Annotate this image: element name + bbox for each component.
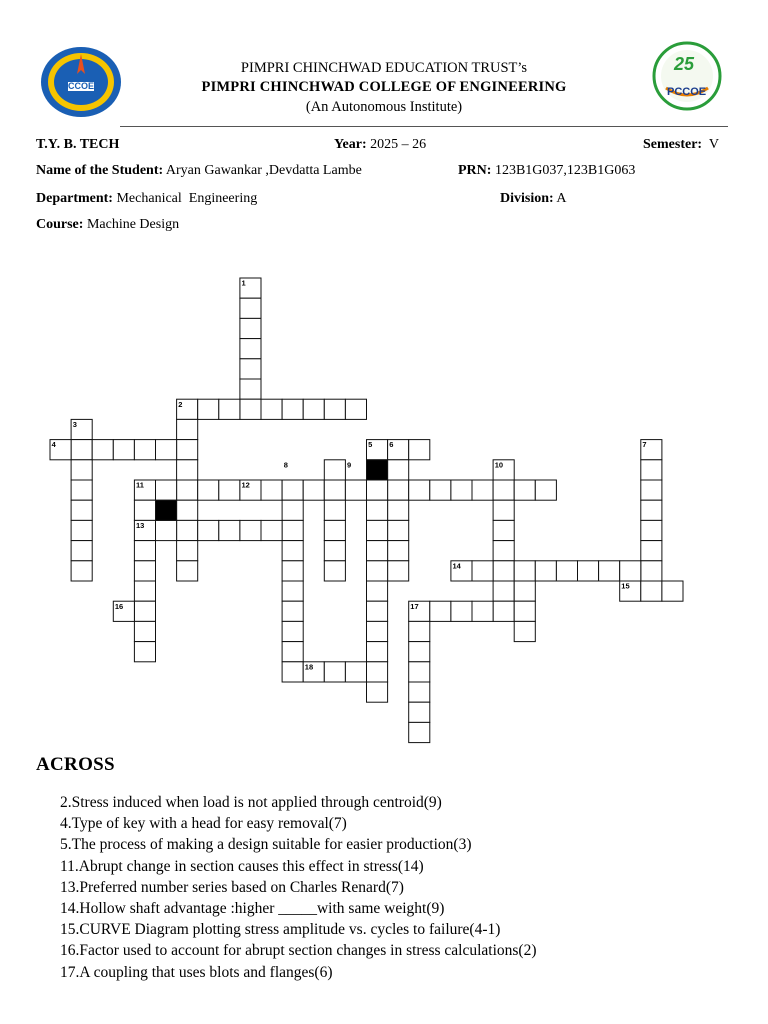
grid-cell[interactable] [177,541,198,561]
course: Course: Machine Design [36,217,180,232]
grid-cell[interactable] [578,561,599,581]
grid-cell[interactable] [409,702,430,722]
cell-number-16: 16 [114,601,124,611]
grid-cell[interactable] [261,480,282,500]
grid-cell[interactable] [367,662,388,682]
grid-cell[interactable] [599,561,620,581]
cell-number-3: 3 [72,420,77,429]
autonomous-label: (An Autonomous Institute) [305,99,463,115]
grid-cell[interactable] [134,581,155,601]
grid-cell[interactable] [388,520,409,540]
grid-cell[interactable] [535,480,556,500]
grid-cell[interactable] [388,561,409,581]
grid-cell[interactable] [409,621,430,641]
cell-number-13: 13 [136,521,145,530]
grid-cell[interactable] [367,682,388,702]
grid-cell[interactable] [134,440,155,460]
grid-cell[interactable] [514,581,535,601]
grid-cell[interactable] [409,722,430,742]
grid-cell[interactable] [324,480,345,500]
cell-number-14: 14 [452,561,461,571]
grid-cell[interactable] [71,541,92,561]
grid-cell[interactable] [71,460,92,480]
grid-cell[interactable] [177,460,198,480]
grid-cell[interactable] [451,480,472,500]
grid-cell[interactable] [493,500,514,520]
grid-cell[interactable] [514,561,535,581]
cell-number-11: 11 [136,480,144,490]
grid-cell[interactable] [493,601,514,621]
grid-cell[interactable] [282,581,303,601]
grid-cell[interactable] [324,561,345,581]
grid-cell[interactable] [409,682,430,702]
grid-cell[interactable] [324,541,345,561]
grid-cell[interactable] [177,440,198,460]
grid-cell[interactable] [641,520,662,540]
grid-cell[interactable] [177,561,198,581]
semester: Semester: V [643,137,719,152]
department: Department: Mechanical Engineering [36,191,258,206]
grid-cell[interactable] [367,520,388,540]
left-logo-text: PCCOE [62,81,95,91]
grid-cell[interactable] [472,601,493,621]
clue-15: 15.CURVE Diagram plotting stress amplitude vs. cycles to failure(4-1) [60,921,501,938]
cell-number-2: 2 [178,399,183,409]
grid-cell[interactable] [430,601,451,621]
grid-cell[interactable] [282,520,303,540]
grid-cell[interactable] [240,399,261,419]
grid-cell[interactable] [641,480,662,500]
grid-cell[interactable] [134,642,155,662]
across-heading: ACROSS [36,754,115,775]
grid-cell[interactable] [367,500,388,520]
grid-cell[interactable] [261,520,282,540]
grid-cell[interactable] [345,662,366,682]
grid-cell[interactable] [134,621,155,641]
clue-14: 14.Hollow shaft advantage :higher _____with same weight(9) [60,900,445,917]
grid-cell[interactable] [134,601,155,621]
grid-cell[interactable] [367,642,388,662]
grid-cell[interactable] [198,520,219,540]
grid-cell[interactable] [71,500,92,520]
grid-cell[interactable] [282,541,303,561]
grid-cell[interactable] [493,561,514,581]
grid-cell[interactable] [261,399,282,419]
grid-cell[interactable] [177,480,198,500]
clue-4: 4.Type of key with a head for easy removal(7) [60,815,347,832]
grid-cell[interactable] [451,601,472,621]
grid-cell[interactable] [113,440,134,460]
grid-cell[interactable] [240,339,261,359]
grid-cell[interactable] [324,520,345,540]
right-logo-number: 25 [674,54,695,74]
college-name: PIMPRI CHINCHWAD COLLEGE OF ENGINEERING [201,79,567,95]
prn: PRN: 123B1G037,123B1G063 [458,163,636,178]
grid-cell[interactable] [493,581,514,601]
grid-cell[interactable] [388,500,409,520]
grid-cell[interactable] [409,480,430,500]
grid-cell[interactable] [324,399,345,419]
grid-cell[interactable] [240,359,261,379]
grid-cell[interactable] [134,500,155,520]
grid-cell[interactable] [71,440,92,460]
grid-cell[interactable] [535,561,556,581]
grid-cell[interactable] [493,480,514,500]
cell-number-12: 12 [241,480,250,490]
grid-cell[interactable] [198,399,219,419]
grid-cell[interactable] [493,520,514,540]
grid-cell[interactable] [367,581,388,601]
grid-cell[interactable] [282,642,303,662]
grid-cell[interactable] [71,561,92,581]
grid-cell[interactable] [240,298,261,318]
clue-5: 5.The process of making a design suitable for easier production(3) [60,836,472,853]
cell-number-1: 1 [241,278,246,288]
grid-cell[interactable] [345,399,366,419]
grid-cell[interactable] [472,561,493,581]
grid-cell[interactable] [282,601,303,621]
grid-cell[interactable] [620,561,641,581]
grid-cell[interactable] [367,541,388,561]
program: T.Y. B. TECH [36,137,120,152]
grid-cell[interactable] [240,520,261,540]
grid-cell[interactable] [367,561,388,581]
division: Division: A [500,191,567,206]
grid-cell[interactable] [282,399,303,419]
cell-number-7: 7 [642,440,647,450]
grid-cell[interactable] [219,480,240,500]
grid-cell[interactable] [514,480,535,500]
grid-cell[interactable] [641,561,662,581]
grid-cell[interactable] [156,480,177,500]
grid-cell[interactable] [219,399,240,419]
grid-cell[interactable] [493,541,514,561]
grid-cell[interactable] [345,480,366,500]
grid-cell[interactable] [641,500,662,520]
clue-2: 2.Stress induced when load is not applied through centroid(9) [60,794,442,811]
grid-cell[interactable] [388,541,409,561]
right-logo-text: PCCOE [667,86,707,98]
grid-cell[interactable] [134,541,155,561]
grid-cell[interactable] [409,440,430,460]
clue-13: 13.Preferred number series based on Charles Renard(7) [60,879,404,896]
grid-cell[interactable] [367,601,388,621]
grid-cell[interactable] [409,642,430,662]
grid-cell[interactable] [641,541,662,561]
grid-cell[interactable] [641,581,662,601]
grid-cell[interactable] [282,621,303,641]
grid-cell[interactable] [282,561,303,581]
grid-cell[interactable] [177,500,198,520]
grid-cell[interactable] [134,561,155,581]
grid-cell[interactable] [430,480,451,500]
grid-cell[interactable] [472,480,493,500]
grid-cell[interactable] [282,480,303,500]
grid-cell[interactable] [198,480,219,500]
black-cell [367,460,388,480]
grid-cell[interactable] [71,480,92,500]
grid-cell[interactable] [156,520,177,540]
grid-cell[interactable] [324,500,345,520]
trust-name: PIMPRI CHINCHWAD EDUCATION TRUST’s [240,60,528,76]
clue-16: 16.Factor used to account for abrupt section changes in stress calculations(2) [60,942,537,959]
student-name: Name of the Student: Aryan Gawankar ,Devdatta Lambe [36,163,362,178]
grid-cell[interactable] [641,460,662,480]
grid-cell[interactable] [240,379,261,399]
cell-number-8: 8 [283,460,288,470]
cell-number-15: 15 [621,581,630,591]
grid-cell[interactable] [367,480,388,500]
grid-cell[interactable] [71,520,92,540]
grid-cell[interactable] [303,399,324,419]
cell-number-17: 17 [410,601,419,611]
grid-cell[interactable] [92,440,113,460]
grid-cell[interactable] [662,581,683,601]
cell-number-10: 10 [494,460,504,470]
grid-cell[interactable] [177,520,198,540]
grid-cell[interactable] [177,419,198,439]
grid-cell[interactable] [303,480,324,500]
grid-cell[interactable] [556,561,577,581]
grid-cell[interactable] [240,318,261,338]
grid-cell[interactable] [324,662,345,682]
grid-cell[interactable] [156,440,177,460]
grid-cell[interactable] [514,601,535,621]
grid-cell[interactable] [514,621,535,641]
cell-number-9: 9 [347,460,352,470]
black-cell [156,500,177,520]
cell-number-6: 6 [389,440,394,450]
grid-cell[interactable] [367,621,388,641]
cell-number-5: 5 [368,440,373,450]
grid-cell[interactable] [324,460,345,480]
cell-number-18: 18 [304,662,314,672]
grid-cell[interactable] [388,460,409,480]
grid-cell[interactable] [282,662,303,682]
clue-17: 17.A coupling that uses blots and flanges(6) [60,964,333,981]
grid-cell[interactable] [219,520,240,540]
grid-cell[interactable] [388,480,409,500]
grid-cell[interactable] [409,662,430,682]
cell-number-4: 4 [51,440,56,450]
clue-11: 11.Abrupt change in section causes this effect in stress(14) [60,858,424,875]
year: Year: 2025 – 26 [334,137,427,152]
grid-cell[interactable] [282,500,303,520]
